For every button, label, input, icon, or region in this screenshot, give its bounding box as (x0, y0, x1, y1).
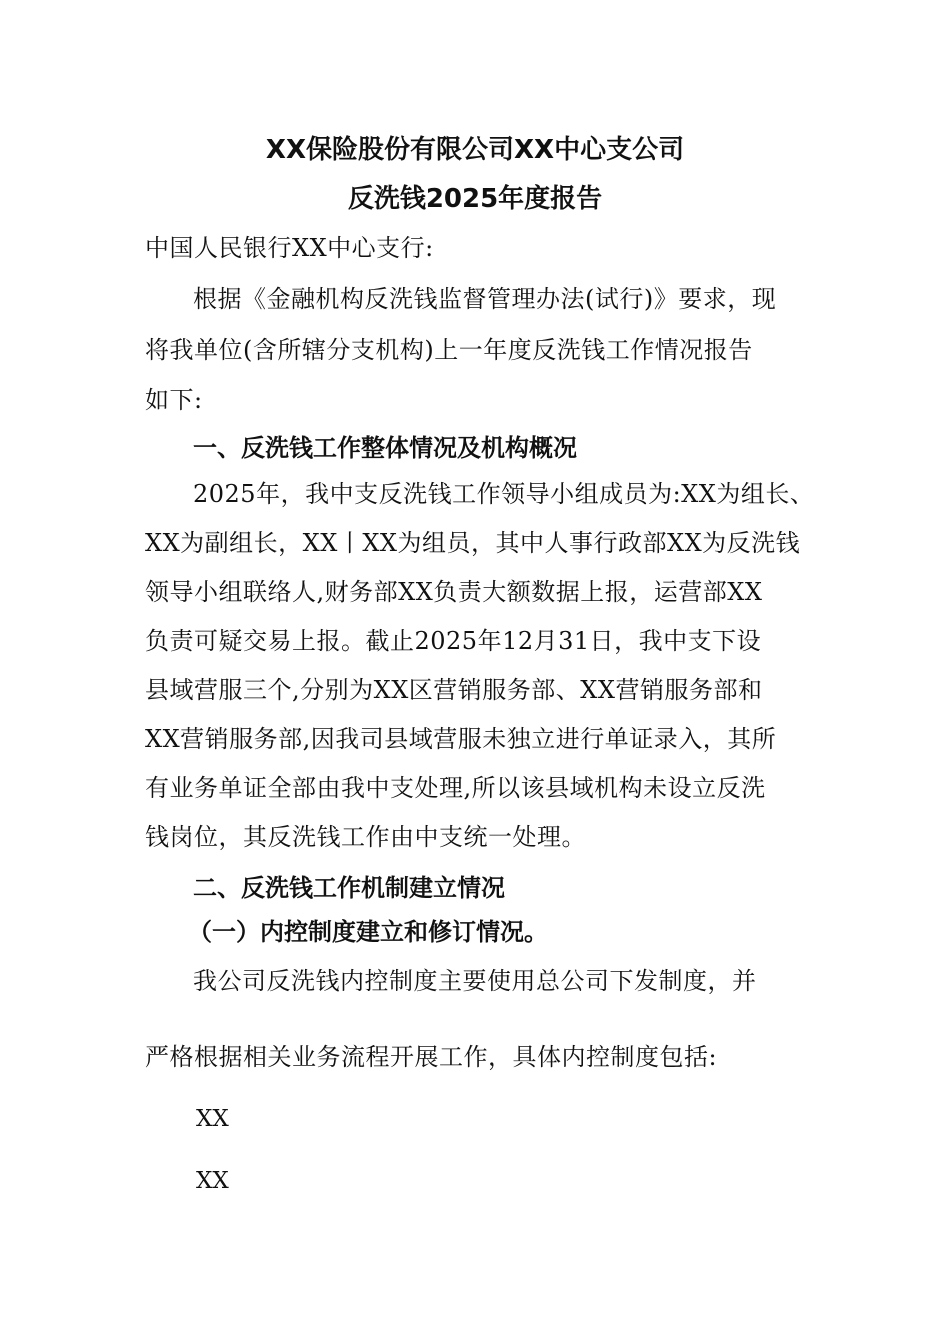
control-item-1: XX (196, 1106, 229, 1132)
section-1-line-5: 县域营服三个,分别为XX区营销服务部、XX营销服务部和 (145, 676, 763, 704)
intro-line-3: 如下: (145, 386, 203, 414)
section-2-subheading: （一）内控制度建立和修订情况。 (188, 918, 548, 946)
intro-line-1: 根据《金融机构反洗钱监督管理办法(试行)》要求，现 (193, 285, 777, 313)
section-1-line-2: XX为副组长，XX丨XX为组员，其中人事行政部XX为反洗钱 (145, 529, 801, 557)
document-title-line-2: 反洗钱2025年度报告 (347, 184, 603, 214)
section-1-line-7: 有业务单证全部由我中支处理,所以该县域机构未设立反洗 (145, 774, 766, 802)
section-2-heading: 二、反洗钱工作机制建立情况 (193, 874, 505, 902)
section-1-line-4: 负责可疑交易上报。截止2025年12月31日，我中支下设 (145, 627, 762, 655)
addressee: 中国人民银行XX中心支行: (145, 234, 434, 262)
section-1-line-1: 2025年，我中支反洗钱工作领导小组成员为:XX为组长、 (193, 480, 815, 508)
section-1-line-3: 领导小组联络人,财务部XX负责大额数据上报，运营部XX (145, 578, 763, 606)
section-1-line-8: 钱岗位，其反洗钱工作由中支统一处理。 (145, 823, 586, 851)
document-title-line-1: XX保险股份有限公司XX中心支公司 (265, 135, 685, 165)
section-1-heading: 一、反洗钱工作整体情况及机构概况 (193, 434, 577, 462)
section-2-line-2: 严格根据相关业务流程开展工作，具体内控制度包括: (145, 1043, 718, 1071)
section-2-line-1: 我公司反洗钱内控制度主要使用总公司下发制度，并 (193, 967, 757, 995)
section-1-line-6: XX营销服务部,因我司县域营服未独立进行单证录入，其所 (145, 725, 777, 753)
intro-line-2: 将我单位(含所辖分支机构)上一年度反洗钱工作情况报告 (145, 336, 753, 364)
control-item-2: XX (196, 1168, 229, 1194)
